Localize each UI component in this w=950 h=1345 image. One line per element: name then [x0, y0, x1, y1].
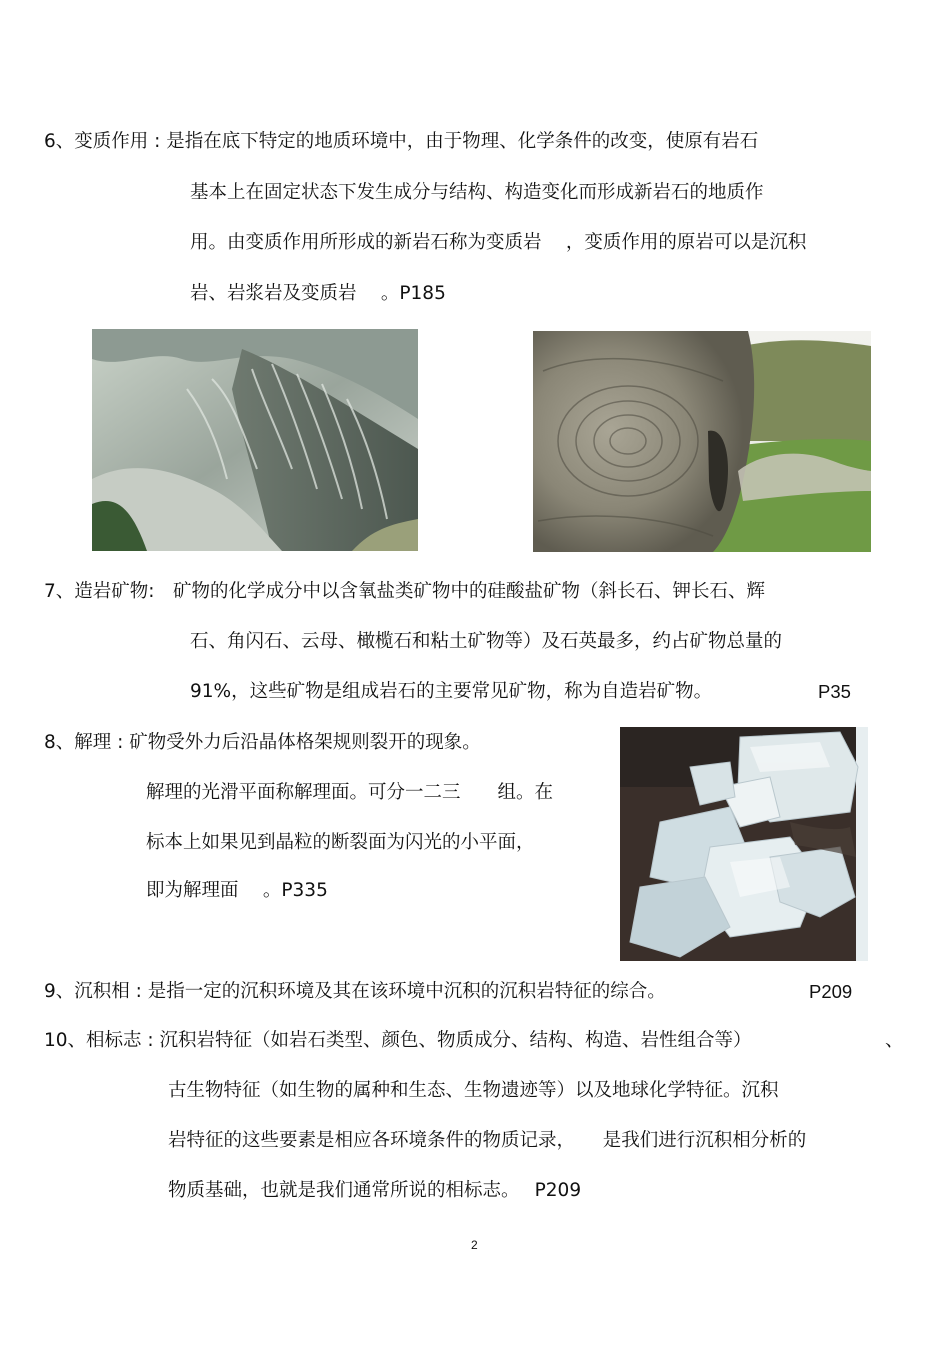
entry-7-line-1: 7、造岩矿物: 矿物的化学成分中以含氧盐类矿物中的硅酸盐矿物（斜长石、钾长石、辉 — [44, 581, 766, 602]
entry-8-line-3: 标本上如果见到晶粒的断裂面为闪光的小平面， — [146, 832, 535, 853]
entry-10-line-4: 物质基础，也就是我们通常所说的相标志。 P209 — [168, 1180, 582, 1201]
entry-6-line-3: 用。由变质作用所形成的新岩石称为变质岩 ，变质作用的原岩可以是沉积 — [190, 232, 807, 253]
entry-8-line-2: 解理的光滑平面称解理面。可分一二三 组。在 — [146, 782, 554, 803]
entry-8-line-1: 8、解理 : 矿物受外力后沿晶体格架规则裂开的现象。 — [44, 732, 481, 753]
entry-6-line-1: 6、变质作用 : 是指在底下特定的地质环境中，由于物理、化学条件的改变，使原有岩石 — [44, 131, 759, 152]
entry-7-line-3: 91%，这些矿物是组成岩石的主要常见矿物，称为自造岩矿物。 — [190, 681, 713, 702]
entry-9-line-1: 9、沉积相 : 是指一定的沉积环境及其在该环境中沉积的沉积岩特征的综合。 — [44, 981, 666, 1002]
entry-10-line-1: 10、相标志 : 沉积岩特征（如岩石类型、颜色、物质成分、结构、构造、岩性组合等） — [44, 1030, 752, 1051]
entry-7-page-ref: P35 — [818, 681, 851, 702]
entry-9-page-ref: P209 — [809, 981, 853, 1002]
banded-rock-outcrop-photo — [533, 331, 871, 552]
entry-6-line-2: 基本上在固定状态下发生成分与结构、构造变化而形成新岩石的地质作 — [190, 182, 764, 203]
entry-7-line-2: 石、角闪石、云母、橄榄石和粘土矿物等）及石英最多，约占矿物总量的 — [190, 631, 783, 652]
entry-8-line-4: 即为解理面 。P335 — [146, 880, 328, 901]
entry-10-line-2: 古生物特征（如生物的属种和生态、生物遗迹等）以及地球化学特征。沉积 — [168, 1080, 779, 1101]
metamorphic-rock-slope-photo — [92, 329, 418, 551]
entry-10-line-3: 岩特征的这些要素是相应各环境条件的物质记录， 是我们进行沉积相分析的 — [168, 1130, 807, 1151]
page-number: 2 — [471, 1238, 478, 1252]
crystal-cleavage-photo — [620, 727, 868, 961]
entry-10-trailing-comma: 、 — [885, 1030, 904, 1051]
entry-6-line-4: 岩、岩浆岩及变质岩 。P185 — [190, 283, 446, 304]
